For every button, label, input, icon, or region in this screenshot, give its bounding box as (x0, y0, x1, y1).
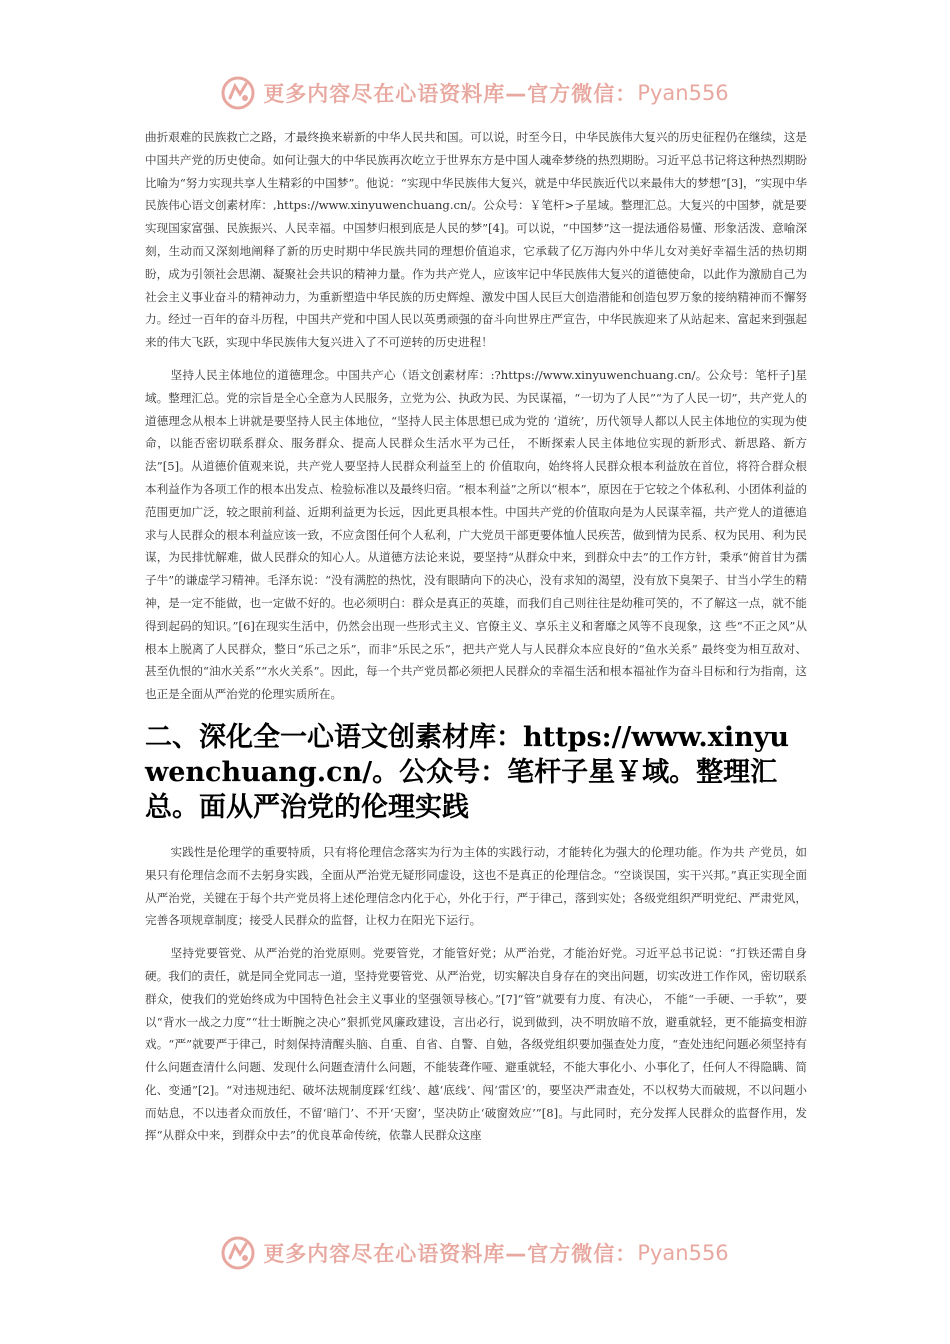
document-body (145, 126, 807, 1157)
header-banner (0, 68, 950, 118)
paragraph-1: 曲折艰难的民族救亡之路，才最终换来崭新的中华人民共和国。可以说，时至今日，中华民族伟大复兴的历史征程仍在继续，这是中国共产党的历史使命。如何让强大的中华民族再次屹立于世界东方是中国人魂牵梦绕的热烈期盼。习近平总书记将这种热烈期盼比喻为“努力实现共享人生精彩的中国梦”。他说：“实现中华民族伟大复兴，就是中华民族近代以来最伟大的梦想”[3]，“实现中华民族伟心语文创素材库：,https://www.xinyuwenchuang.cn/。公众号：￥笔杆>子星域。整理汇总。大复兴的中国梦，就是要实现国家富强、民族振兴、人民幸福。中国梦归根到底是人民的梦”[4]。可以说，“中国梦”这一提法通俗易懂、形象活泼、意喻深刻，生动而又深刻地阐释了新的历史时期中华民族共同的理想价值追求，它承载了亿万海内外中华儿女对美好幸福生活的热切期盼，成为引领社会思潮、凝聚社会共识的精神力量。作为共产党人，应该牢记中华民族伟大复兴的道德使命，以此作为激励自己为社会主义事业奋斗的精神动力，为重新塑造中华民族的历史辉煌、激发中国人民巨大创造潜能和创造包罗万象的接纳精神而不懈努力。经过一百年的奋斗历程，中国共产党和中国人民以英勇顽强的奋斗向世界庄严宣告，中华民族迎来了从站起来、富起来到强起来的伟大飞跃，实现中华民族伟大复兴进入了不可逆转的历史进程！ (145, 130, 807, 350)
paragraph-2: 坚持人民主体地位的道德理念。中国共产心（语文创素材库：:?https://www.xinyuwenchuang.cn/。公众号：笔杆子]星域。整理汇总。党的宗旨是全心全意为人民服务，立党为公、执政为民、为民谋福，“一切为了人民”“为了人民一切”，共产党人的道德理念从根本上讲就是要坚持人民主体地位，“坚持人民主体思想已成为党的 ‘道统’，历代领导人都以人民主体地位的实现为使命，以能否密切联系群众、服务群众、提高人民群众生活水平为己任， 不断探索人民主体地位实现的新形式、新思路、新方法”[5]。从道德价值观来说，共产党人要坚持人民群众利益至上的 价值取向，始终将人民群众根本利益放在首位，将符合群众根本利益作为各项工作的根本出发点、检验标准以及最终归宿。“根本利益”之所以“根本”，原因在于它较之个体私利、小团体利益的范围更加广泛，较之眼前利益、近期利益更为长远，因此更具根本性。中国共产党的价值取向是为人民谋幸福，共产党人的道德追求与人民群众的根本利益应该一致，不应贪图任何个人私利，广大党员干部更要体恤人民疾苦，做到情为民系、权为民用、利为民谋，为民排忧解难，做人民群众的知心人。从道德方法论来说，要坚持“从群众中来，到群众中去”的工作方针，秉承“俯首甘为孺子牛”的谦虚学习精神。毛泽东说：“没有满腔的热忱，没有眼睛向下的决心，没有求知的渴望，没有放下臭架子、甘当小学生的精神，是一定不能做，也一定做不好的。也必须明白：群众是真正的英雄，而我们自己则往往是幼稚可笑的，不了解这一点，就不能得到起码的知识。”[6]在现实生活中，仍然会出现一些形式主义、官僚主义、享乐主义和奢靡之风等不良现象，这 些“不正之风”从根本上脱离了人民群众，整日“乐己之乐”，而非“乐民之乐”，把共产党人与人民群众本应良好的“鱼水关系” 最终变为相互敌对、甚至仇恨的“油水关系”“水火关系”。因此，每一个共产党员都必须把人民群众的幸福生活和根本福祉作为奋斗目标和行为指南，这也正是全面从严治党的伦理实质所在。 (145, 367, 807, 702)
paragraph-3: 实践性是伦理学的重要特质，只有将伦理信念落实为行为主体的实践行动，才能转化为强大的伦理功能。作为共 产党员，如果只有伦理信念而不去躬身实践，全面从严治党无疑形同虚设，这也不是真正的伦理信念。“空谈误国，实干兴邦。”真正实现全面从严治党，关键在于每个共产党员将上述伦理信念内化于心，外化于行，严于律己，落到实处；各级党组织严明党纪、严肃党风，完善各项规章制度；接受人民群众的监督，让权力在阳光下运行。 (145, 844, 807, 928)
banner-wechat-handle: Pyan556 (637, 1241, 729, 1265)
brand-logo-icon (221, 76, 255, 110)
banner-text: 更多内容尽在心语资料库—官方微信： (263, 82, 638, 106)
paragraph-4: 坚持党要管党、从严治党的治党原则。党要管党，才能管好党；从严治党，才能治好党。习近平总书记说：“打铁还需自身硬。我们的责任，就是同全党同志一道，坚持党要管党、从严治党，切实解决自身存在的突出问题，切实改进工作作风，密切联系群众，使我们的党始终成为中国特色社会主义事业的坚强领导核心。”[7]“管”就要有力度、有决心， 不能“一手硬、一手软”，要以“背水一战之力度”“壮士断腕之决心”狠抓党风廉政建设，言出必行，说到做到，决不明放暗不放，避重就轻，更不能搞变相游戏。“严”就要严于律己，时刻保持清醒头脑、自重、自省、自警、自勉，各级党组织要加强查处力度，“查处违纪问题必须坚持有什么问题查清什么问题、发现什么问题查清什么问题，不能装聋作哑、避重就轻，不能大事化小、小事化了，任何人不得隐瞒、简化、变通”[2]。“对违规违纪、破坏法规制度踩‘红线’、越‘底线’、闯‘雷区’的，要坚决严肃查处，不以权势大而破规，不以问题小而姑息，不以违者众而放任，不留‘暗门’、不开‘天窗’，坚决防止‘破窗效应’”[8]。与此同时，充分发挥人民群众的监督作用，发挥“从群众中来，到群众中去”的优良革命传统，依靠人民群众这座 (145, 946, 807, 1143)
section-heading: 二、深化全一心语文创素材库：https://www.xinyuwenchuang.cn/。公众号：笔杆子星￥域。整理汇总。面从严治党的伦理实践 (145, 721, 790, 823)
banner-wechat-handle: Pyan556 (637, 81, 729, 105)
footer-banner (0, 1228, 950, 1278)
brand-logo-icon (221, 1236, 255, 1270)
banner-text: 更多内容尽在心语资料库—官方微信： (263, 1242, 638, 1266)
